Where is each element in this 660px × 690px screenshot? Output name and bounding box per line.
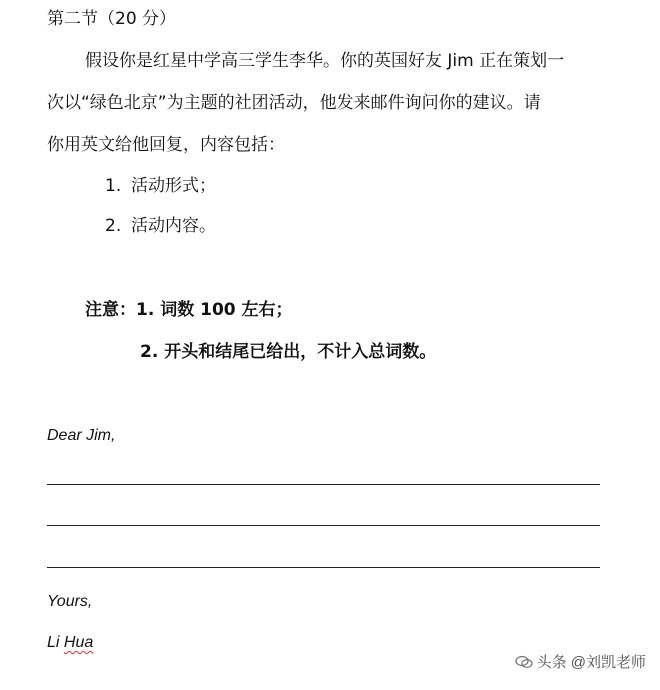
letter-closing: Yours, <box>47 593 93 610</box>
content-point-number: 1. <box>105 176 122 196</box>
note-line-1: 注意：1. 词数 100 左右； <box>85 300 293 320</box>
prompt-line-3: 你用英文给他回复，内容包括： <box>47 135 285 155</box>
content-point-text: 活动内容。 <box>131 216 216 236</box>
answer-line-2 <box>47 525 600 526</box>
note-line-2: 2. 开头和结尾已给出，不计入总词数。 <box>140 342 437 362</box>
section-heading: 第二节（20 分） <box>47 9 177 29</box>
watermark <box>515 651 646 672</box>
letter-greeting: Dear Jim, <box>47 427 116 444</box>
answer-line-3 <box>47 567 600 568</box>
letter-signature <box>47 631 93 655</box>
prompt-line-1: 假设你是红星中学高三学生李华。你的英国好友 Jim 正在策划一 <box>85 51 565 71</box>
content-point-text: 活动形式； <box>131 176 216 196</box>
content-point-1 <box>105 174 216 198</box>
content-point-number: 2. <box>105 216 122 236</box>
signature-last-name: Hua <box>63 634 94 651</box>
watermark-text: 头条 @刘凯老师 <box>536 654 646 671</box>
content-point-2 <box>105 214 216 238</box>
answer-line-1 <box>47 484 600 485</box>
prompt-line-2: 次以“绿色北京”为主题的社团活动，他发来邮件询问你的建议。请 <box>47 93 541 113</box>
chat-bubble-icon <box>515 655 533 669</box>
signature-first-name: Li <box>47 634 64 651</box>
